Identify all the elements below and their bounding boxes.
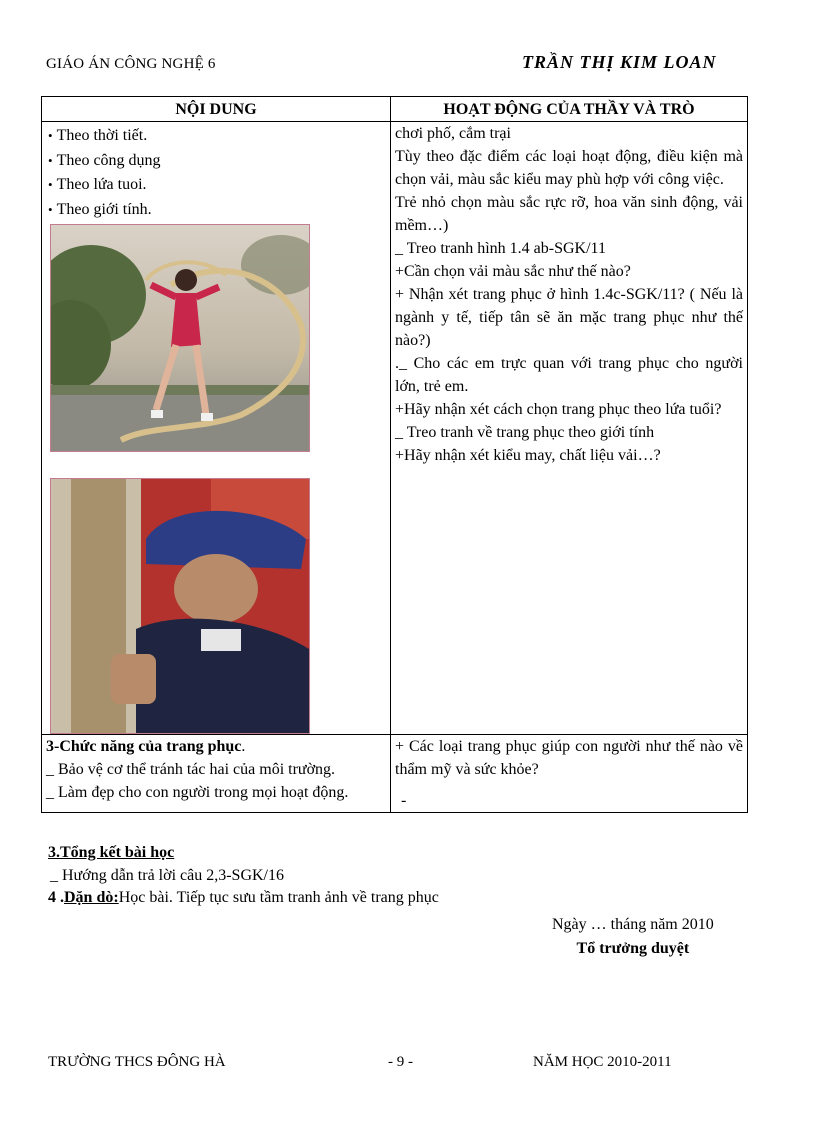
activities-cell-top xyxy=(391,122,748,735)
activity-line: +Hãy nhận xét kiểu may, chất liệu vải…? xyxy=(395,447,661,464)
function-line: _ Làm đẹp cho con người trong mọi hoạt động. xyxy=(46,784,349,801)
activity-line: +Cần chọn vải màu sắc như thế nào? xyxy=(395,263,631,280)
header-course-title: GIÁO ÁN CÔNG NGHỆ 6 xyxy=(46,56,216,72)
activity-line: Trẻ nhỏ chọn màu sắc rực rỡ, hoa văn sinh động, vải mềm…) xyxy=(395,194,743,234)
list-item: • Theo giới tính. xyxy=(48,198,386,223)
activity-line: chơi phố, cắm trại xyxy=(395,125,511,142)
list-item: • Theo công dụng xyxy=(48,149,386,174)
homework-text: Học bài. Tiếp tục sưu tầm tranh ảnh về trang phục xyxy=(118,889,439,906)
date-line: Ngày … tháng năm 2010 xyxy=(552,916,714,933)
table-row-functions xyxy=(42,735,748,813)
activity-line: Tùy theo đặc điểm các loại hoạt động, điều kiện mà chọn vải, màu sắc kiểu may phù hợp với công việc. xyxy=(395,148,743,188)
table-row-main xyxy=(42,122,748,735)
content-cell-functions xyxy=(42,735,391,813)
list-item: • Theo thời tiết. xyxy=(48,124,386,149)
summary-title: 3.Tổng kết bài học xyxy=(48,844,175,861)
activity-dash: - xyxy=(401,792,407,809)
summary-line: _ Hướng dẫn trả lời câu 2,3-SGK/16 xyxy=(50,867,284,884)
col-header-content: NỘI DUNG xyxy=(42,97,391,122)
activities-cell-functions xyxy=(391,735,748,813)
footer-school: TRƯỜNG THCS ĐÔNG HÀ xyxy=(48,1054,226,1070)
activity-line: +Hãy nhận xét cách chọn trang phục theo lứa tuổi? xyxy=(395,401,722,418)
content-cell-top xyxy=(42,122,391,735)
table-header-row xyxy=(42,97,748,122)
worker-uniform-illustration xyxy=(51,479,309,733)
approver-title: Tổ trưởng duyệt xyxy=(576,940,690,957)
photo-gymnast-ribbon xyxy=(50,224,310,452)
activity-question: + Các loại trang phục giúp con người như thế nào về thẩm mỹ và sức khỏe? xyxy=(395,738,743,778)
col-header-activities: HOẠT ĐỘNG CỦA THẦY VÀ TRÒ xyxy=(391,97,748,122)
activity-line: _ Treo tranh hình 1.4 ab-SGK/11 xyxy=(395,240,606,257)
list-item: • Theo lứa tuoi. xyxy=(48,173,386,198)
function-line: _ Bảo vệ cơ thể tránh tác hai của môi trường. xyxy=(46,761,336,778)
activity-line: + Nhận xét trang phục ở hình 1.4c-SGK/11? ( Nếu là ngành y tế, tiếp tân sẽ ăn mặc trang phục như thế nào?) xyxy=(395,286,743,349)
header-author-name: TRẦN THỊ KIM LOAN xyxy=(522,52,717,72)
gymnast-ribbon-illustration xyxy=(51,225,309,451)
photo-worker-uniform xyxy=(50,478,310,734)
homework-line xyxy=(48,887,439,909)
homework-label: Dặn dò: xyxy=(64,889,119,906)
footer-page-number: - 9 - xyxy=(388,1054,413,1070)
classification-list xyxy=(46,124,386,222)
activity-line: ._ Cho các em trực quan với trang phục cho người lớn, trẻ em. xyxy=(395,355,743,395)
lesson-table xyxy=(41,96,748,813)
homework-number: 4 . xyxy=(48,889,64,906)
activity-line: _ Treo tranh về trang phục theo giới tính xyxy=(395,424,655,441)
signature-block xyxy=(552,913,714,961)
function-section-title: 3-Chức năng của trang phục. xyxy=(46,738,246,755)
footer-school-year: NĂM HỌC 2010-2011 xyxy=(533,1054,672,1070)
